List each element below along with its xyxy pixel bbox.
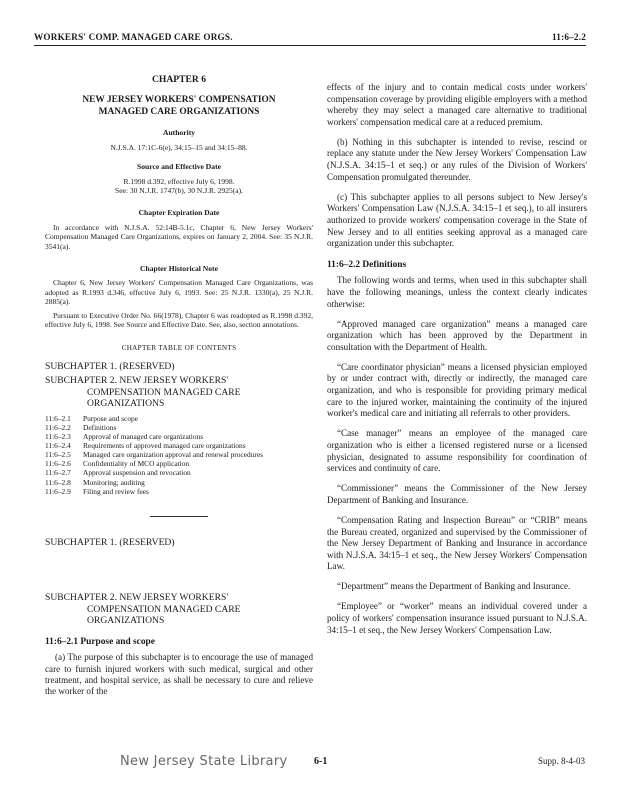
left-column <box>45 60 313 698</box>
definition-care-coordinator: “Care coordinator physician” means a licensed physician employed by or under contract with, directly or indirectly, the managed care organization, and who is responsible for providing primary medical care to the injured worker, maintaining the continuity of the injured worker's medical care and initiating all referrals to other providers. <box>327 361 587 419</box>
source-heading: Source and Effective Date <box>136 162 221 172</box>
chapter-title: NEW JERSEY WORKERS' COMPENSATION MANAGED CARE ORGANIZATIONS <box>82 95 276 118</box>
toc-item[interactable]: 11:6–2.1 Purpose and scope <box>45 413 139 423</box>
history-paragraph-2: Pursuant to Executive Order No. 66(1978), Chapter 6 was readopted as R.1998 d.392, effective July 6, 1998. See Source and Effective Date. See, also, section annotations. <box>45 310 313 330</box>
authority-heading: Authority <box>162 128 196 138</box>
toc-item[interactable]: 11:6–2.6 Confidentiality of MCO application <box>45 459 190 469</box>
toc-item[interactable]: 11:6–2.8 Monitoring; auditing <box>45 477 145 487</box>
section-2-2-heading: 11:6–2.2 Definitions <box>327 259 407 270</box>
section-2-1-heading: 11:6–2.1 Purpose and scope <box>45 636 155 647</box>
section-divider <box>150 516 208 517</box>
library-watermark: New Jersey State Library <box>120 754 288 769</box>
page-footer <box>0 754 621 778</box>
definition-crib: “Compensation Rating and Inspection Bureau” or “CRIB” means the Bureau created, organized and supervised by the Commissioner of the New Jersey Department of Banking and Insurance in accordance with N.J.S.A. 34:15–1 et seq., the New Jersey Workers' Compensation Law. <box>327 514 587 572</box>
toc-item[interactable]: 11:6–2.5 Managed care organization approval and renewal procedures <box>45 450 264 460</box>
expiration-heading: Chapter Expiration Date <box>138 208 220 218</box>
definitions-intro: The following words and terms, when used in this subchapter shall have the following meanings, unless the context clearly indicates otherwise: <box>327 275 587 309</box>
toc-item[interactable]: 11:6–2.7 Approval suspension and revocation <box>45 468 191 478</box>
definition-case-manager: “Case manager” means an employee of the managed care organization who is either a licensed registered nurse or a licensed physician, designated to assume responsibility for coordination of services and continuity of care. <box>327 428 587 474</box>
definition-commissioner: “Commissioner” means the Commissioner of the New Jersey Department of Banking and Insurance. <box>327 483 587 505</box>
right-column <box>327 82 587 636</box>
running-header <box>34 30 586 46</box>
definition-approved-mco: “Approved managed care organization” means a managed care organization which has been approved by the Department in consultation with the Department of Health. <box>327 318 587 352</box>
supplement-date: Supp. 8-4-03 <box>538 756 585 766</box>
page-number: 6-1 <box>314 756 328 767</box>
history-paragraph-1: Chapter 6, New Jersey Workers' Compensation Managed Care Organizations, was adopted as R.1993 d.346, effective July 6, 1993. See: 25 N.J.R. 1330(a), 25 N.J.R. 2885(a). <box>45 278 313 307</box>
source-text: R.1998 d.392, effective July 6, 1998. See: 30 N.J.R. 1747(b), 30 N.J.R. 2925(a). <box>115 176 243 196</box>
history-heading: Chapter Historical Note <box>140 264 218 274</box>
toc-subchapter-2[interactable]: SUBCHAPTER 2. NEW JERSEY WORKERS' COMPENSATION MANAGED CARE ORGANIZATIONS <box>45 375 241 410</box>
toc-item[interactable]: 11:6–2.4 Requirements of approved managed care organizations <box>45 441 246 451</box>
expiration-text: In accordance with N.J.S.A. 52:14B-5.1c, Chapter 6, New Jersey Workers' Compensation Managed Care Organizations, expires on January 2, 2004. See: 35 N.J.R. 3541(a). <box>45 222 313 251</box>
header-section-number: 11:6–2.2 <box>551 32 586 42</box>
toc-heading: CHAPTER TABLE OF CONTENTS <box>121 343 237 352</box>
subchapter-2-heading: SUBCHAPTER 2. NEW JERSEY WORKERS' COMPENSATION MANAGED CARE ORGANIZATIONS <box>45 592 241 627</box>
section-2-1-continuation: effects of the injury and to contain medical costs under workers' compensation coverage by providing eligible employers with a method whereby they may select a managed care alternative to traditional workers' compensation medical care at a reduced premium. <box>327 82 587 127</box>
toc-item[interactable]: 11:6–2.9 Filing and review fees <box>45 486 149 496</box>
toc-item[interactable]: 11:6–2.3 Approval of managed care organizations <box>45 432 204 442</box>
section-2-1-paragraph-c: (c) This subchapter applies to all persons subject to New Jersey's Workers' Compensation Law (N.J.S.A. 34:15–1 et seq.), to all insurers authorized to provide workers' compensation coverage in the State of New Jersey and to all entities seeking approval as a managed care organization under this subchapter. <box>327 191 587 249</box>
definition-department: “Department” means the Department of Banking and Insurance. <box>337 581 571 592</box>
header-title: WORKERS' COMP. MANAGED CARE ORGS. <box>34 32 233 42</box>
toc-list <box>45 414 313 496</box>
toc-subchapter-1[interactable]: SUBCHAPTER 1. (RESERVED) <box>45 360 175 372</box>
section-2-1-paragraph-a: (a) The purpose of this subchapter is to encourage the use of managed care to furnish injured workers with such medical, surgical and other treatment, and hospital service, as shall be necessary to cure and relieve the worker of the <box>45 652 313 697</box>
chapter-number: CHAPTER 6 <box>151 74 207 85</box>
authority-text: N.J.S.A. 17:1C-6(e), 34:15–15 and 34:15–88. <box>110 142 248 152</box>
toc-item[interactable]: 11:6–2.2 Definitions <box>45 423 117 432</box>
section-2-1-paragraph-b: (b) Nothing in this subchapter is intended to revise, rescind or replace any statute under the New Jersey Workers' Compensation Law (N.J.S.A. 34:15–1 et seq.) or any rules of the Division of Workers' Compensation promulgated thereunder. <box>327 136 587 182</box>
subchapter-1-heading: SUBCHAPTER 1. (RESERVED) <box>45 536 175 548</box>
definition-employee: “Employee” or “worker” means an individual covered under a policy of workers' compensation insurance issued pursuant to N.J.S.A. 34:15–1 et seq., the New Jersey Workers' Compensation Law. <box>327 601 587 635</box>
